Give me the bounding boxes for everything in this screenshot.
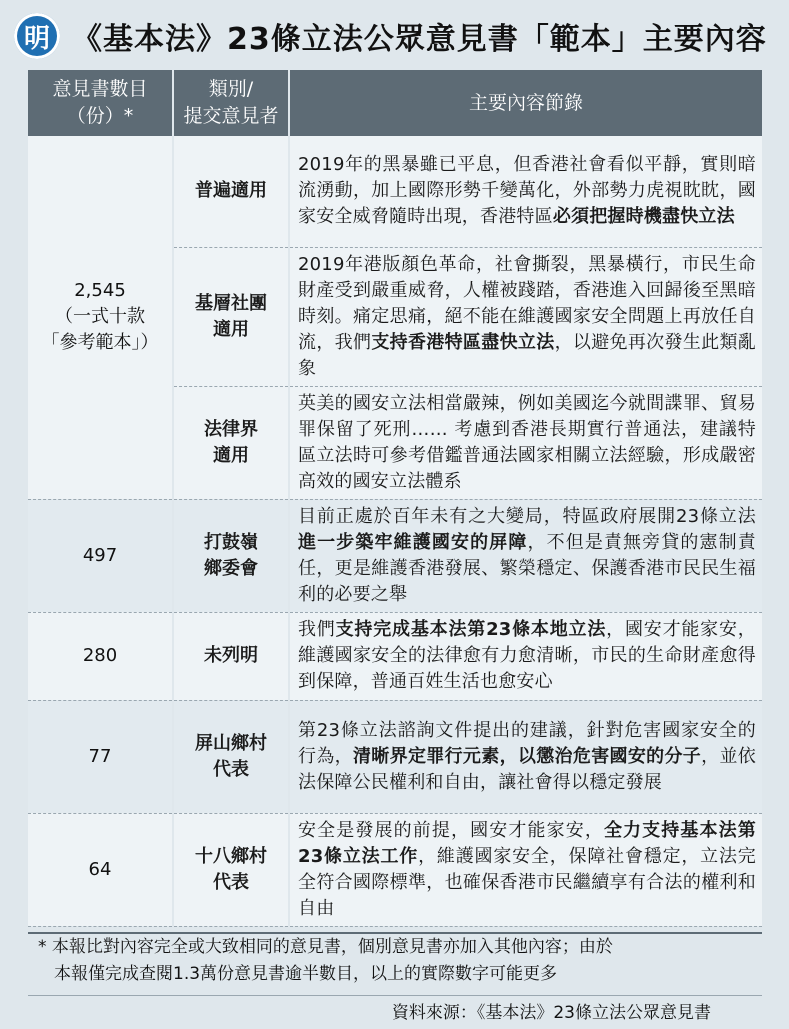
source-credit: 資料來源：《基本法》23條立法公眾意見書: [391, 1003, 711, 1023]
count-cell: [28, 136, 173, 499]
category-line2: 代表: [213, 758, 249, 780]
category-line1: 打鼓嶺: [204, 531, 258, 553]
table-row: [28, 499, 762, 612]
category-cell: [173, 247, 289, 386]
content-text: 2019年港版顏色革命，社會撕裂，黑暴橫行，市民生命財產受到嚴重威脅，人權被踐踏，香港進入回歸後至黑暗時刻。痛定思痛，絕不能在維護國家安全問題上再放任自流，我們: [298, 253, 756, 353]
content-text-after: ，國安才能家安，維護國家安全的法律愈有力愈清晰，市民的生命財產愈得到保障，普通百姓生活也愈安心: [298, 619, 756, 692]
category-cell: [173, 700, 289, 813]
content-bold: 支持香港特區盡快立法: [371, 331, 555, 353]
category-line1: 未列明: [204, 645, 258, 666]
content-text: 我們: [298, 619, 336, 640]
category-cell: [173, 499, 289, 612]
content-cell: [289, 247, 762, 386]
category-cell: [173, 612, 289, 700]
source-divider: [28, 995, 762, 996]
table-row: [28, 136, 762, 247]
count-note-line1: （一式十款: [55, 306, 145, 328]
content-bold: 全力支持基本法第23條立法工作: [298, 819, 756, 867]
category-cell: [173, 136, 289, 247]
header-category-line2: 提交意見者: [183, 105, 279, 127]
content-cell: [289, 813, 762, 926]
content-cell: [289, 612, 762, 700]
content-cell: [289, 136, 762, 247]
count-cell: 64: [28, 813, 173, 926]
category-line1: 基層社團: [195, 292, 267, 314]
header-content: 主要內容節錄: [289, 70, 762, 136]
category-line2: 適用: [213, 318, 249, 340]
content-text: 英美的國安立法相當嚴辣，例如美國迄今就間諜罪、貿易罪保留了死刑…… 考慮到香港長期實行普通法，建議特區立法時可參考借鑑普通法國家相關立法經驗，形成嚴密高效的國安立法體系: [298, 392, 756, 492]
content-cell: [289, 499, 762, 612]
table-row: [28, 813, 762, 926]
footnote: [28, 934, 762, 988]
content-text: 第23條立法諮詢文件提出的建議，針對危害國家安全的行為，: [298, 719, 756, 767]
page-title: 《基本法》23條立法公眾意見書「範本」主要內容: [72, 22, 767, 57]
header: [8, 6, 780, 66]
footnote-line2: 本報僅完成查閱1.3萬份意見書逾半數目，以上的實際數字可能更多: [54, 964, 558, 984]
count-cell: 497: [28, 499, 173, 612]
content-bold: 必須把握時機盡快立法: [552, 206, 735, 228]
header-category-line1: 類別/: [208, 78, 254, 100]
content-text-after: ，不但是責無旁貸的憲制責任，更是維護香港發展、繁榮穩定、保護香港市民民生福利的必要之舉: [298, 531, 756, 605]
content-text: 安全是發展的前提，國安才能家安，: [298, 819, 604, 841]
header-count-line1: 意見書數目: [52, 78, 148, 100]
header-count-line2: （份）*: [66, 105, 134, 127]
category-line1: 普遍適用: [195, 180, 267, 202]
category-line2: 代表: [213, 871, 249, 893]
footnote-line1: * 本報比對內容完全或大致相同的意見書，個別意見書亦加入其他內容；由於: [38, 937, 613, 957]
table-row: [28, 700, 762, 813]
category-cell: [173, 813, 289, 926]
category-line2: 適用: [213, 444, 249, 466]
category-line1: 十八鄉村: [195, 845, 267, 867]
submissions-table: [28, 70, 762, 927]
count-value: 2,545: [74, 280, 126, 302]
table-row: [28, 612, 762, 700]
content-bold: 進一步築牢維護國安的屏障: [298, 531, 528, 553]
newspaper-logo: [14, 13, 60, 59]
content-text: 2019年的黑暴雖已平息，但香港社會看似平靜，實則暗流湧動，加上國際形勢千變萬化，外部勢力虎視眈眈，國家安全威脅隨時出現，香港特區: [298, 154, 756, 228]
content-text-after: ，並依法保障公民權利和自由，讓社會得以穩定發展: [298, 745, 756, 793]
content-cell: [289, 700, 762, 813]
content-bold: 支持完成基本法第23條本地立法: [335, 619, 607, 640]
content-text: 目前正處於百年未有之大變局，特區政府展開23條立法: [298, 505, 756, 527]
category-line2: 鄉委會: [204, 557, 258, 579]
header-category: [173, 70, 289, 136]
header-count: [28, 70, 173, 136]
count-cell: 280: [28, 612, 173, 700]
table-header-row: [28, 70, 762, 136]
content-text-after: ，維護國家安全，保障社會穩定，立法完全符合國際標準，也確保香港市民繼續享有合法的權利和自由: [298, 845, 756, 919]
content-bold: 清晰界定罪行元素，以懲治危害國安的分子: [352, 745, 702, 767]
count-cell: 77: [28, 700, 173, 813]
category-line1: 法律界: [204, 418, 258, 440]
content-text-after: ，以避免再次發生此類亂象: [298, 331, 757, 379]
category-line1: 屏山鄉村: [195, 732, 267, 754]
count-note-line2: 「參考範本」）: [41, 332, 159, 354]
category-cell: [173, 386, 289, 499]
content-cell: [289, 386, 762, 499]
logo-char: 明: [23, 23, 50, 54]
